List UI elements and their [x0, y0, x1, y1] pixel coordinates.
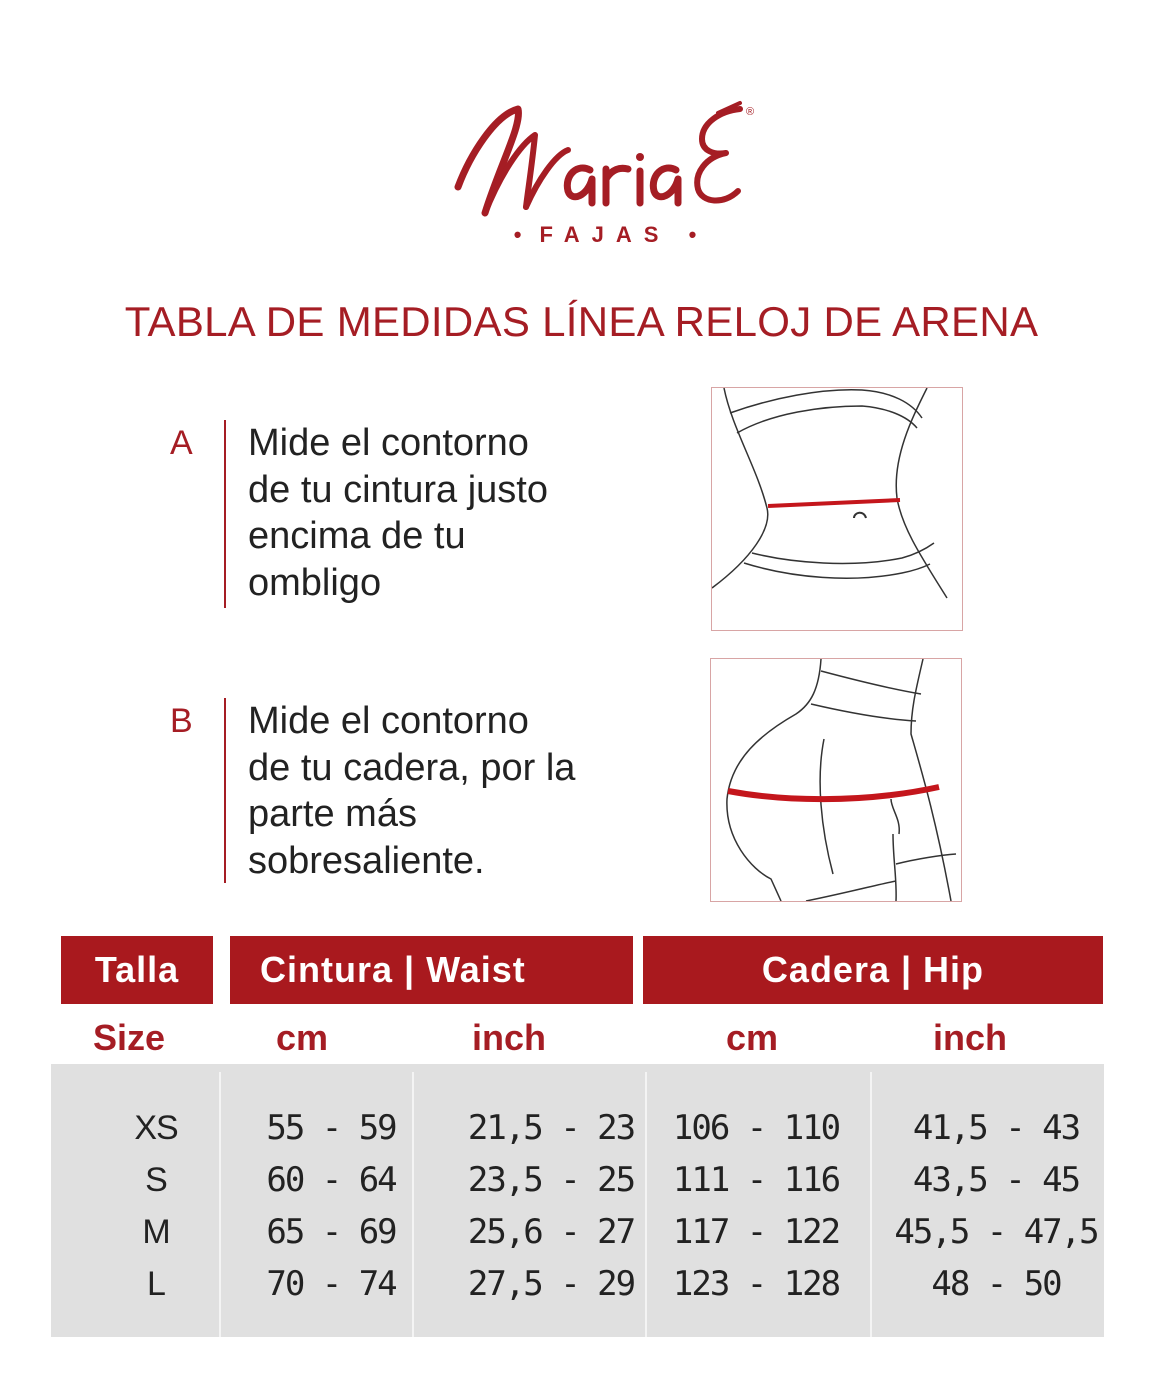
subheader-waist-cm: cm: [276, 1017, 329, 1058]
column-waist-cm: [231, 1102, 431, 1310]
bullet-dot-icon: •: [513, 222, 522, 247]
hip-figure-icon: [711, 659, 961, 901]
table-cell: L: [147, 1265, 165, 1303]
subheader-waist-inch: inch: [472, 1017, 547, 1058]
header-hip: Cadera | Hip: [643, 936, 1103, 1004]
column-waist-inch: [421, 1102, 681, 1310]
table-cell: 23,5 - 25: [467, 1160, 635, 1200]
subheader-hip-inch: inch: [933, 1017, 1008, 1058]
subheader-size: Size: [93, 1017, 166, 1058]
brand-subtitle: • FAJAS •: [513, 222, 697, 247]
table-cell: S: [145, 1161, 167, 1199]
brand-script-logo-icon: [440, 95, 770, 225]
table-cell: 106 - 110: [672, 1108, 840, 1148]
subheader-hip-cm: cm: [726, 1017, 779, 1058]
column-divider: [219, 1072, 221, 1337]
table-cell: 41,5 - 43: [912, 1108, 1080, 1148]
table-cell: 27,5 - 29: [467, 1264, 635, 1304]
size-table-body: [51, 1064, 1104, 1337]
column-hip-inch: [881, 1102, 1111, 1310]
table-cell: 48 - 50: [931, 1264, 1061, 1304]
instruction-hip: [160, 698, 660, 888]
hip-measurement-illustration: [710, 658, 962, 902]
waist-measurement-illustration: [711, 387, 963, 631]
instruction-text: Mide el contorno de tu cadera, por la parte más sobresaliente.: [248, 700, 576, 882]
table-cell: 123 - 128: [672, 1264, 840, 1304]
table-cell: 117 - 122: [672, 1212, 840, 1252]
table-cell: 60 - 64: [266, 1160, 396, 1200]
instruction-letter: A: [170, 424, 193, 462]
table-cell: 21,5 - 23: [467, 1108, 635, 1148]
waist-figure-icon: [712, 388, 962, 630]
instruction-text: Mide el contorno de tu cintura justo encima de tu ombligo: [248, 422, 548, 604]
table-cell: XS: [134, 1109, 178, 1147]
table-cell: 55 - 59: [266, 1108, 396, 1148]
table-cell: 65 - 69: [266, 1212, 396, 1252]
column-divider: [870, 1072, 872, 1337]
instruction-waist: [160, 420, 660, 610]
table-cell: 111 - 116: [672, 1160, 840, 1200]
table-cell: M: [142, 1213, 170, 1251]
divider-line: [224, 698, 226, 883]
table-cell: 70 - 74: [266, 1264, 396, 1304]
bullet-dot-icon: •: [688, 222, 697, 247]
table-cell: 43,5 - 45: [912, 1160, 1080, 1200]
table-cell: 25,6 - 27: [467, 1212, 635, 1252]
header-waist: Cintura | Waist: [230, 936, 633, 1004]
page-title: TABLA DE MEDIDAS LÍNEA RELOJ DE ARENA: [124, 298, 1039, 345]
table-cell: 45,5 - 47,5: [894, 1212, 1098, 1252]
header-talla: Talla: [61, 936, 213, 1004]
column-hip-cm: [651, 1102, 861, 1310]
instruction-letter: B: [170, 702, 193, 740]
column-size: [111, 1102, 201, 1310]
svg-text:®: ®: [746, 106, 755, 118]
brand-logo: [440, 95, 770, 255]
divider-line: [224, 420, 226, 608]
